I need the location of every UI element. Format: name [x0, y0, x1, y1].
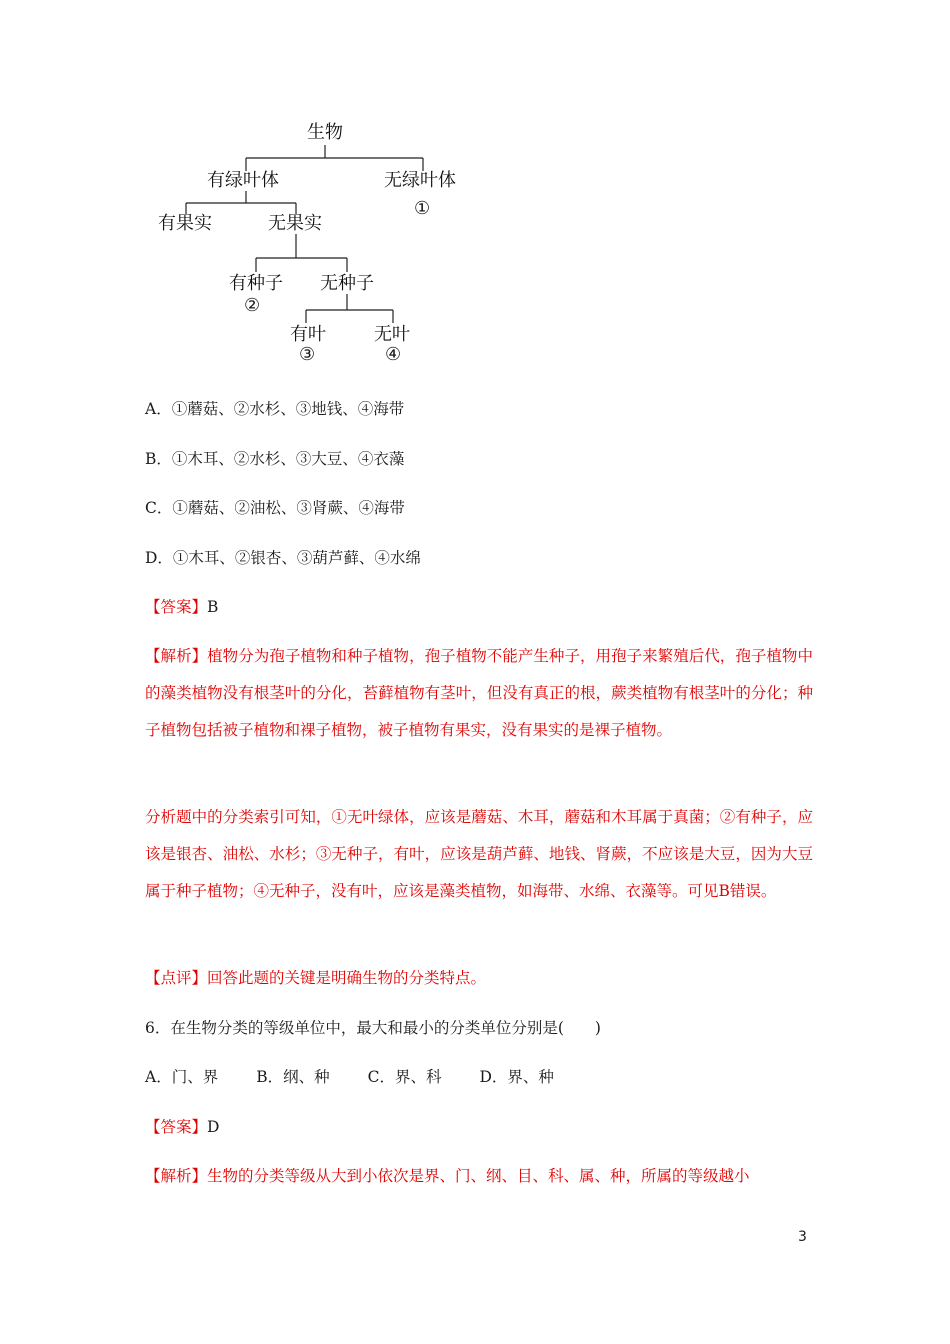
tree-mark-2: ② [244, 295, 261, 316]
q5-option-b: B．①木耳、②水杉、③大豆、④衣藻 [145, 450, 405, 468]
q5-analysis-paragraph-2: 分析题中的分类索引可知，①无叶绿体，应该是蘑菇、木耳，蘑菇和木耳属于真菌；②有种子，应该是银杏、油松、水杉；③无种子，有叶，应该是葫芦藓、地钱、肾蕨，不应该是大豆，因为大豆属于种子植物；④无种子，没有叶，应该是藻类植物，如海带、水绵、衣藻等。可见B错误。 [145, 808, 813, 900]
q6-option-a: A．门、界 [145, 1068, 219, 1086]
q5-comment-tag: 【点评】 [145, 969, 208, 987]
q6-answer-value: D [207, 1118, 220, 1136]
q5-analysis-tag: 【解析】 [145, 647, 208, 665]
tree-node-has-seed: 有种子 [229, 273, 283, 294]
tree-node-no-chloroplast: 无绿叶体 [384, 170, 456, 191]
q5-answer-value: B [207, 598, 219, 616]
q6-option-d: D．界、种 [479, 1068, 554, 1086]
q5-comment-text: 回答此题的关键是明确生物的分类特点。 [207, 969, 487, 987]
q6-answer-tag: 【答案】 [145, 1118, 208, 1136]
q6-option-b: B．纲、种 [256, 1068, 330, 1086]
q5-option-d: D．①木耳、②银杏、③葫芦藓、④水绵 [145, 549, 421, 567]
tree-node-has-chloroplast: 有绿叶体 [207, 170, 279, 191]
tree-node-no-leaf: 无叶 [374, 324, 410, 345]
tree-node-has-leaf: 有叶 [290, 324, 326, 345]
tree-node-no-fruit: 无果实 [268, 213, 322, 234]
q5-analysis-text-1: 植物分为孢子植物和种子植物，孢子植物不能产生种子，用孢子来繁殖后代，孢子植物中的藻类植物没有根茎叶的分化，苔藓植物有茎叶，但没有真正的根，蕨类植物有根茎叶的分化；种子植物包括被子植物和裸子植物，被子植物有果实，没有果实的是裸子植物。 [145, 647, 813, 739]
tree-mark-3: ③ [299, 344, 316, 365]
tree-connector-lines [0, 0, 950, 380]
q6-analysis-text: 生物的分类等级从大到小依次是界、门、纲、目、科、属、种，所属的等级越小 [207, 1167, 750, 1185]
q6-analysis-tag: 【解析】 [145, 1167, 208, 1185]
q6-analysis [145, 1166, 750, 1186]
tree-node-no-seed: 无种子 [320, 273, 374, 294]
page-number: 3 [798, 1229, 807, 1245]
q6-answer [145, 1117, 219, 1137]
q5-comment [145, 968, 486, 988]
tree-node-root: 生物 [307, 122, 343, 143]
tree-node-has-fruit: 有果实 [158, 213, 212, 234]
q6-stem: 6．在生物分类的等级单位中，最大和最小的分类单位分别是( ) [145, 1019, 601, 1037]
tree-mark-4: ④ [385, 344, 402, 365]
classification-tree-diagram [0, 0, 950, 380]
q6-option-c: C．界、科 [367, 1068, 442, 1086]
q5-option-a: A．①蘑菇、②水杉、③地钱、④海带 [145, 400, 405, 418]
q5-analysis-paragraph-1 [145, 638, 813, 749]
q5-option-c: C．①蘑菇、②油松、③肾蕨、④海带 [145, 499, 405, 517]
q5-answer-tag: 【答案】 [145, 598, 208, 616]
q5-answer [145, 597, 218, 617]
tree-mark-1: ① [414, 198, 431, 219]
q6-options [145, 1067, 592, 1087]
